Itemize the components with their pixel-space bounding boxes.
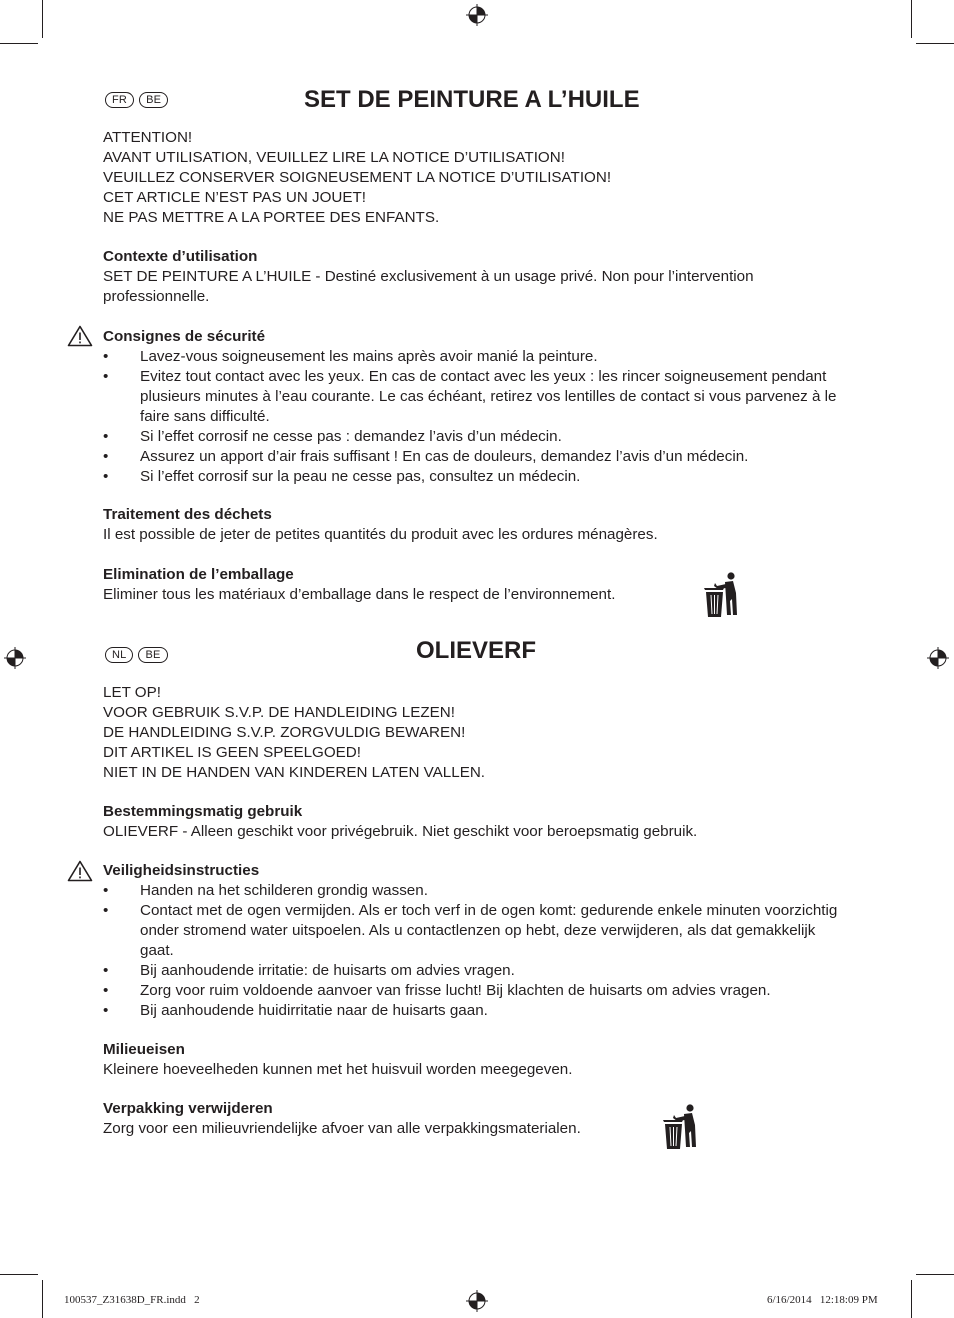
list-item — [103, 1001, 848, 1021]
packaging-text: Eliminer tous les matériaux d’emballage dans le respect de l’environnement. — [103, 586, 616, 603]
attention-line: AVANT UTILISATION, VEUILLEZ LIRE LA NOTICE D’UTILISATION! — [103, 149, 565, 166]
list-item — [103, 981, 848, 1001]
bullet: • — [103, 962, 109, 979]
list-item — [103, 901, 848, 961]
crop-mark — [0, 1274, 38, 1275]
waste-section-nl — [103, 1040, 848, 1080]
attention-line: LET OP! — [103, 684, 161, 701]
waste-text: Kleinere hoeveelheden kunnen met het huisvuil worden meegegeven. — [103, 1061, 573, 1078]
list-item-text: Contact met de ogen vermijden. Als er toch verf in de ogen komt: gedurende enkele minuten voorzichtig onder stromend water uitspoelen. Als u contactlenzen op hebt, deze verwijderen, als dat gemakkelijk gaat. — [140, 902, 838, 959]
waste-heading: Traitement des déchets — [103, 506, 272, 523]
list-item — [103, 881, 848, 901]
bullet: • — [103, 348, 109, 365]
footer-datetime: 6/16/2014 12:18:09 PM — [767, 1294, 878, 1306]
list-item-text: Lavez-vous soigneusement les mains après avoir manié la peinture. — [140, 348, 598, 365]
list-item-text: Assurez un apport d’air frais suffisant ! En cas de douleurs, demandez l’avis d’un médecin. — [140, 448, 749, 465]
list-item-text: Zorg voor ruim voldoende aanvoer van frisse lucht! Bij klachten de huisarts om advies vragen. — [140, 982, 771, 999]
warning-triangle-icon — [67, 325, 93, 347]
country-badge-be: BE — [138, 647, 167, 663]
safety-heading: Veiligheidsinstructies — [103, 862, 260, 879]
crop-mark — [42, 1280, 43, 1318]
attention-line: ATTENTION! — [103, 129, 193, 146]
crop-mark — [916, 43, 954, 44]
crop-mark — [0, 43, 38, 44]
packaging-heading: Verpakking verwijderen — [103, 1100, 273, 1117]
attention-line: DE HANDLEIDING S.V.P. ZORGVULDIG BEWAREN! — [103, 724, 466, 741]
context-text: SET DE PEINTURE A L’HUILE - Destiné exclusivement à un usage privé. Non pour l’intervention professionnelle. — [103, 268, 754, 305]
list-item-text: Bij aanhoudende huidirritatie naar de huisarts gaan. — [140, 1002, 488, 1019]
safety-section-nl — [103, 861, 848, 1021]
attention-line: NE PAS METTRE A LA PORTEE DES ENFANTS. — [103, 209, 440, 226]
crop-mark — [911, 1280, 912, 1318]
list-item-text: Si l’effet corrosif sur la peau ne cesse pas, consultez un médecin. — [140, 468, 581, 485]
crop-mark — [42, 0, 43, 38]
bullet: • — [103, 428, 109, 445]
section-title-nl: OLIEVERF — [416, 637, 537, 664]
footer-filename: 100537_Z31638D_FR.indd 2 — [64, 1294, 200, 1306]
tidyman-bin-icon — [703, 571, 739, 619]
context-heading: Bestemmingsmatig gebruik — [103, 803, 303, 820]
tidyman-bin-icon — [662, 1103, 698, 1151]
context-heading: Contexte d’utilisation — [103, 248, 258, 265]
registration-mark-icon — [927, 647, 949, 669]
attention-line: CET ARTICLE N’EST PAS UN JOUET! — [103, 189, 367, 206]
registration-mark-icon — [4, 647, 26, 669]
packaging-text: Zorg voor een milieuvriendelijke afvoer van alle verpakkingsmaterialen. — [103, 1120, 581, 1137]
language-badges — [105, 647, 168, 663]
crop-mark — [911, 0, 912, 38]
attention-block-fr — [103, 128, 848, 228]
waste-text: Il est possible de jeter de petites quantités du produit avec les ordures ménagères. — [103, 526, 658, 543]
context-text: OLIEVERF - Alleen geschikt voor privégebruik. Niet geschikt voor beroepsmatig gebruik. — [103, 823, 698, 840]
list-item — [103, 427, 848, 447]
safety-section-fr — [103, 327, 848, 487]
packaging-heading: Elimination de l’emballage — [103, 566, 294, 583]
waste-section-fr — [103, 505, 848, 545]
list-item — [103, 367, 848, 427]
language-badge-nl: NL — [105, 647, 133, 663]
context-section-nl — [103, 802, 848, 842]
context-section-fr — [103, 247, 848, 307]
attention-line: NIET IN DE HANDEN VAN KINDEREN LATEN VALLEN. — [103, 764, 486, 781]
list-item — [103, 961, 848, 981]
list-item-text: Bij aanhoudende irritatie: de huisarts om advies vragen. — [140, 962, 515, 979]
waste-heading: Milieueisen — [103, 1041, 185, 1058]
list-item-text: Si l’effet corrosif ne cesse pas : demandez l’avis d’un médecin. — [140, 428, 562, 445]
list-item-text: Evitez tout contact avec les yeux. En cas de contact avec les yeux : les rincer soigneusement pendant plusieurs minutes à l’eau courante. Le cas échéant, retirez vos lentilles de contact si vous parvenez à le faire sans difficulté. — [140, 368, 837, 425]
attention-line: VEUILLEZ CONSERVER SOIGNEUSEMENT LA NOTICE D’UTILISATION! — [103, 169, 612, 186]
bullet: • — [103, 1002, 109, 1019]
list-item — [103, 447, 848, 467]
language-badges — [105, 92, 168, 108]
safety-heading: Consignes de sécurité — [103, 328, 266, 345]
attention-block-nl — [103, 683, 848, 783]
safety-list — [103, 881, 848, 1021]
bullet: • — [103, 982, 109, 999]
safety-list — [103, 347, 848, 487]
list-item — [103, 467, 848, 487]
list-item — [103, 347, 848, 367]
warning-triangle-icon — [67, 860, 93, 882]
packaging-section-nl — [103, 1099, 848, 1139]
attention-line: VOOR GEBRUIK S.V.P. DE HANDLEIDING LEZEN! — [103, 704, 455, 721]
bullet: • — [103, 448, 109, 465]
attention-line: DIT ARTIKEL IS GEEN SPEELGOED! — [103, 744, 361, 761]
bullet: • — [103, 468, 109, 485]
list-item-text: Handen na het schilderen grondig wassen. — [140, 882, 428, 899]
registration-mark-icon — [466, 4, 488, 26]
bullet: • — [103, 902, 109, 919]
language-badge-fr: FR — [105, 92, 134, 108]
bullet: • — [103, 368, 109, 385]
bullet: • — [103, 882, 109, 899]
crop-mark — [916, 1274, 954, 1275]
section-title-fr: SET DE PEINTURE A L’HUILE — [304, 86, 640, 113]
registration-mark-icon — [466, 1290, 488, 1312]
country-badge-be: BE — [139, 92, 168, 108]
